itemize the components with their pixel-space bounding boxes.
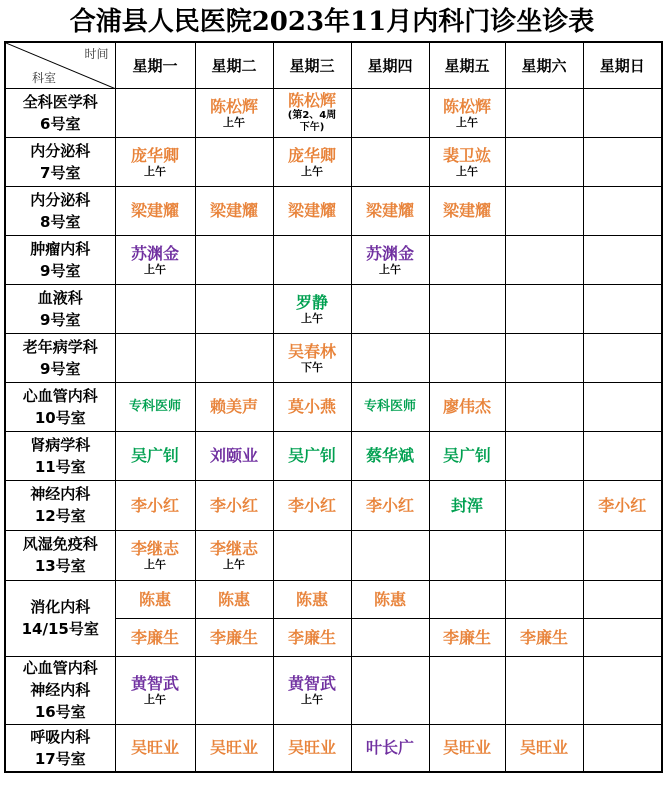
schedule-cell: [429, 618, 505, 656]
schedule-cell: [583, 724, 662, 772]
doctor-name: 陈松辉: [209, 96, 258, 116]
doctor-name: 李小红: [287, 495, 336, 515]
dept-cell: [5, 235, 115, 284]
schedule-cell: [273, 618, 351, 656]
schedule-cell: [583, 656, 662, 724]
dept-cell: [5, 186, 115, 235]
dept-label-line: 13号室: [34, 557, 86, 575]
doctor-name: 陈惠: [217, 589, 250, 609]
dept-label-line: 血液科: [37, 288, 83, 307]
doctor-name: 陈松辉: [442, 96, 491, 116]
table-row: [5, 284, 662, 333]
schedule-table: [4, 41, 663, 773]
table-row: [5, 431, 662, 480]
schedule-cell: [115, 530, 195, 580]
table-row: [5, 480, 662, 530]
schedule-cell: [351, 333, 429, 382]
dept-cell: [5, 382, 115, 431]
dept-cell: [5, 724, 115, 772]
schedule-cell: [115, 88, 195, 137]
dept-label-line: 12号室: [34, 507, 86, 525]
dept-label-line: 神经内科: [30, 485, 91, 503]
schedule-cell: [583, 480, 662, 530]
dept-label-line: 心血管内科: [22, 386, 98, 405]
dept-label-line: 9号室: [40, 310, 81, 329]
schedule-cell: [273, 235, 351, 284]
schedule-cell: [351, 137, 429, 186]
doctor-name: 吴广钊: [442, 446, 491, 465]
doctor-name: 李小红: [209, 495, 258, 515]
doctor-name: 吴旺业: [519, 738, 568, 758]
doctor-name: 李廉生: [209, 627, 258, 647]
doctor-name: 裴卫竑: [442, 145, 491, 165]
dept-cell: [5, 88, 115, 137]
dept-label-line: 8号室: [40, 212, 81, 231]
schedule-cell: [273, 284, 351, 333]
day-header-wed: 星期三: [273, 42, 351, 88]
table-row: [5, 88, 662, 137]
dept-label-line: 7号室: [40, 163, 81, 182]
dept-label-line: 6号室: [40, 114, 81, 133]
doctor-name: 庞华卿: [130, 145, 179, 165]
table-row: [5, 186, 662, 235]
schedule-cell: [429, 137, 505, 186]
doctor-name: 吴广钊: [130, 446, 179, 465]
schedule-cell: [273, 333, 351, 382]
dept-label-line: 16号室: [34, 703, 86, 721]
doctor-name: 李廉生: [519, 627, 568, 647]
schedule-cell: [351, 235, 429, 284]
schedule-cell: [273, 88, 351, 137]
doctor-name: 赖美声: [209, 397, 258, 416]
schedule-cell: [195, 656, 273, 724]
doctor-name: 李廉生: [130, 627, 179, 647]
day-header-sat: 星期六: [505, 42, 583, 88]
schedule-cell: [429, 530, 505, 580]
doctor-name: 莫小燕: [287, 397, 336, 416]
schedule-cell: [505, 431, 583, 480]
schedule-cell: [351, 656, 429, 724]
schedule-cell: [505, 618, 583, 656]
schedule-cell: [115, 137, 195, 186]
doctor-name: 苏渊金: [365, 243, 414, 263]
session-note: 上午: [223, 115, 245, 129]
dept-label-line: 心血管内科: [22, 659, 98, 677]
schedule-cell: [195, 431, 273, 480]
schedule-cell: [505, 580, 583, 618]
session-note: 上午: [223, 558, 245, 571]
schedule-cell: [429, 284, 505, 333]
schedule-cell: [505, 186, 583, 235]
schedule-cell: [195, 580, 273, 618]
schedule-cell: [351, 88, 429, 137]
schedule-cell: [115, 333, 195, 382]
schedule-cell: [195, 88, 273, 137]
session-note: 上午: [144, 164, 166, 178]
table-row: [5, 724, 662, 772]
schedule-cell: [583, 618, 662, 656]
dept-label-line: 9号室: [40, 261, 81, 280]
table-row: [5, 235, 662, 284]
dept-cell: [5, 530, 115, 580]
schedule-cell: [273, 382, 351, 431]
doctor-name: 廖伟杰: [442, 397, 491, 416]
schedule-cell: [195, 530, 273, 580]
dept-cell: [5, 137, 115, 186]
session-note: 上午: [301, 311, 323, 325]
doctor-name: 专科医师: [363, 399, 416, 414]
day-header-tue: 星期二: [195, 42, 273, 88]
schedule-cell: [505, 333, 583, 382]
dept-label-line: 消化内科: [30, 598, 91, 616]
schedule-cell: [195, 724, 273, 772]
schedule-cell: [505, 530, 583, 580]
schedule-cell: [115, 724, 195, 772]
dept-label-line: 风湿免疫科: [22, 535, 98, 553]
dept-label-line: 9号室: [40, 359, 81, 378]
schedule-cell: [115, 431, 195, 480]
doctor-name: 刘颐业: [209, 446, 258, 465]
schedule-cell: [429, 88, 505, 137]
dept-label-line: 呼吸内科: [30, 727, 91, 746]
session-note: 上午: [456, 164, 478, 178]
schedule-cell: [273, 530, 351, 580]
session-note: 上午: [456, 115, 478, 129]
table-row: [5, 333, 662, 382]
session-note: 上午: [301, 164, 323, 178]
doctor-name: 黄智武: [287, 674, 336, 693]
schedule-cell: [583, 284, 662, 333]
table-row: [5, 656, 662, 724]
schedule-cell: [351, 530, 429, 580]
schedule-cell: [583, 382, 662, 431]
header-row: [5, 42, 662, 88]
session-note: (第2、4周: [287, 110, 337, 121]
schedule-cell: [115, 186, 195, 235]
doctor-name: 陈惠: [373, 589, 406, 609]
schedule-cell: [429, 333, 505, 382]
schedule-cell: [351, 284, 429, 333]
doctor-name: 李小红: [365, 495, 414, 515]
schedule-cell: [583, 580, 662, 618]
schedule-cell: [115, 580, 195, 618]
schedule-cell: [273, 137, 351, 186]
schedule-cell: [195, 333, 273, 382]
dept-label-line: 肾病学科: [30, 435, 91, 454]
day-header-mon: 星期一: [115, 42, 195, 88]
doctor-name: 陈惠: [138, 589, 171, 609]
doctor-name: 黄智武: [130, 674, 179, 693]
schedule-cell: [583, 137, 662, 186]
session-note: 上午: [144, 558, 166, 571]
doctor-name: 专科医师: [128, 399, 181, 414]
schedule-body: [5, 88, 662, 772]
schedule-cell: [195, 618, 273, 656]
schedule-cell: [429, 382, 505, 431]
session-note: 上午: [379, 262, 401, 276]
doctor-name: 李继志: [130, 539, 179, 558]
schedule-cell: [505, 382, 583, 431]
dept-label-line: 全科医学科: [22, 92, 98, 111]
dept-cell: [5, 431, 115, 480]
doctor-name: 李廉生: [287, 627, 336, 647]
schedule-cell: [429, 235, 505, 284]
session-note: 上午: [144, 262, 166, 276]
dept-cell: [5, 480, 115, 530]
schedule-cell: [195, 235, 273, 284]
schedule-cell: [505, 88, 583, 137]
doctor-name: 苏渊金: [130, 243, 179, 263]
dept-cell: [5, 580, 115, 656]
doctor-name: 叶长广: [365, 738, 414, 758]
dept-cell: [5, 284, 115, 333]
schedule-cell: [351, 382, 429, 431]
doctor-name: 李继志: [209, 539, 258, 558]
doctor-name: 吴广钊: [287, 446, 336, 465]
schedule-cell: [351, 618, 429, 656]
dept-cell: [5, 333, 115, 382]
schedule-cell: [429, 480, 505, 530]
schedule-cell: [195, 284, 273, 333]
doctor-name: 李小红: [598, 495, 647, 515]
schedule-cell: [505, 656, 583, 724]
schedule-cell: [115, 382, 195, 431]
doctor-name: 陈松辉: [287, 91, 336, 110]
schedule-cell: [583, 235, 662, 284]
dept-label-line: 17号室: [34, 749, 86, 768]
schedule-cell: [583, 186, 662, 235]
schedule-cell: [429, 186, 505, 235]
doctor-name: 梁建耀: [442, 201, 491, 220]
schedule-cell: [273, 656, 351, 724]
doctor-name: 封浑: [450, 495, 483, 515]
dept-label-line: 内分泌科: [30, 190, 91, 209]
session-note: 上午: [144, 693, 166, 706]
dept-label-line: 肿瘤内科: [30, 239, 91, 258]
schedule-cell: [583, 431, 662, 480]
schedule-cell: [351, 480, 429, 530]
schedule-cell: [195, 382, 273, 431]
schedule-cell: [351, 186, 429, 235]
doctor-name: 李廉生: [442, 627, 491, 647]
doctor-name: 吴旺业: [442, 738, 491, 758]
dept-label-line: 神经内科: [30, 681, 91, 699]
schedule-cell: [273, 580, 351, 618]
schedule-cell: [195, 480, 273, 530]
doctor-name: 梁建耀: [287, 201, 336, 220]
schedule-cell: [195, 186, 273, 235]
schedule-cell: [115, 656, 195, 724]
day-header-sun: 星期日: [583, 42, 662, 88]
dept-label-line: 10号室: [34, 408, 86, 427]
corner-time-label: 时间: [84, 47, 109, 61]
schedule-cell: [273, 186, 351, 235]
schedule-cell: [429, 580, 505, 618]
schedule-cell: [351, 431, 429, 480]
session-note: 下午): [299, 122, 325, 133]
doctor-name: 吴旺业: [287, 738, 336, 758]
schedule-cell: [583, 333, 662, 382]
schedule-cell: [273, 480, 351, 530]
schedule-cell: [115, 480, 195, 530]
table-row: [5, 530, 662, 580]
doctor-name: 李小红: [130, 495, 179, 515]
schedule-cell: [505, 724, 583, 772]
corner-cell: [5, 42, 115, 88]
dept-label-line: 14/15号室: [21, 620, 99, 638]
table-row: [5, 137, 662, 186]
schedule-cell: [583, 88, 662, 137]
schedule-cell: [115, 284, 195, 333]
schedule-cell: [273, 431, 351, 480]
schedule-cell: [505, 235, 583, 284]
table-row: [5, 580, 662, 618]
doctor-name: 吴旺业: [130, 738, 179, 758]
corner-dept-label: 科室: [32, 70, 57, 85]
schedule-cell: [583, 530, 662, 580]
page-title: 合浦县人民医院2023年11月内科门诊坐诊表: [69, 7, 595, 37]
session-note: 下午: [301, 360, 323, 374]
schedule-cell: [115, 618, 195, 656]
doctor-name: 庞华卿: [287, 145, 336, 165]
table-row: [5, 382, 662, 431]
doctor-name: 吴旺业: [209, 738, 258, 758]
doctor-name: 梁建耀: [365, 201, 414, 220]
session-note: 上午: [301, 693, 323, 706]
doctor-name: 蔡华斌: [365, 446, 414, 465]
dept-cell: [5, 656, 115, 724]
day-header-fri: 星期五: [429, 42, 505, 88]
doctor-name: 陈惠: [295, 589, 328, 609]
day-header-thu: 星期四: [351, 42, 429, 88]
doctor-name: 梁建耀: [130, 201, 179, 220]
doctor-name: 罗静: [295, 292, 328, 312]
doctor-name: 梁建耀: [209, 201, 258, 220]
dept-label-line: 内分泌科: [30, 141, 91, 160]
dept-label-line: 老年病学科: [22, 337, 98, 356]
schedule-cell: [273, 724, 351, 772]
schedule-cell: [429, 656, 505, 724]
schedule-cell: [351, 724, 429, 772]
dept-label-line: 11号室: [34, 457, 86, 476]
schedule-cell: [429, 431, 505, 480]
schedule-cell: [115, 235, 195, 284]
schedule-cell: [505, 284, 583, 333]
schedule-cell: [351, 580, 429, 618]
schedule-cell: [195, 137, 273, 186]
doctor-name: 吴春林: [287, 341, 336, 361]
schedule-cell: [429, 724, 505, 772]
schedule-cell: [505, 480, 583, 530]
schedule-cell: [505, 137, 583, 186]
